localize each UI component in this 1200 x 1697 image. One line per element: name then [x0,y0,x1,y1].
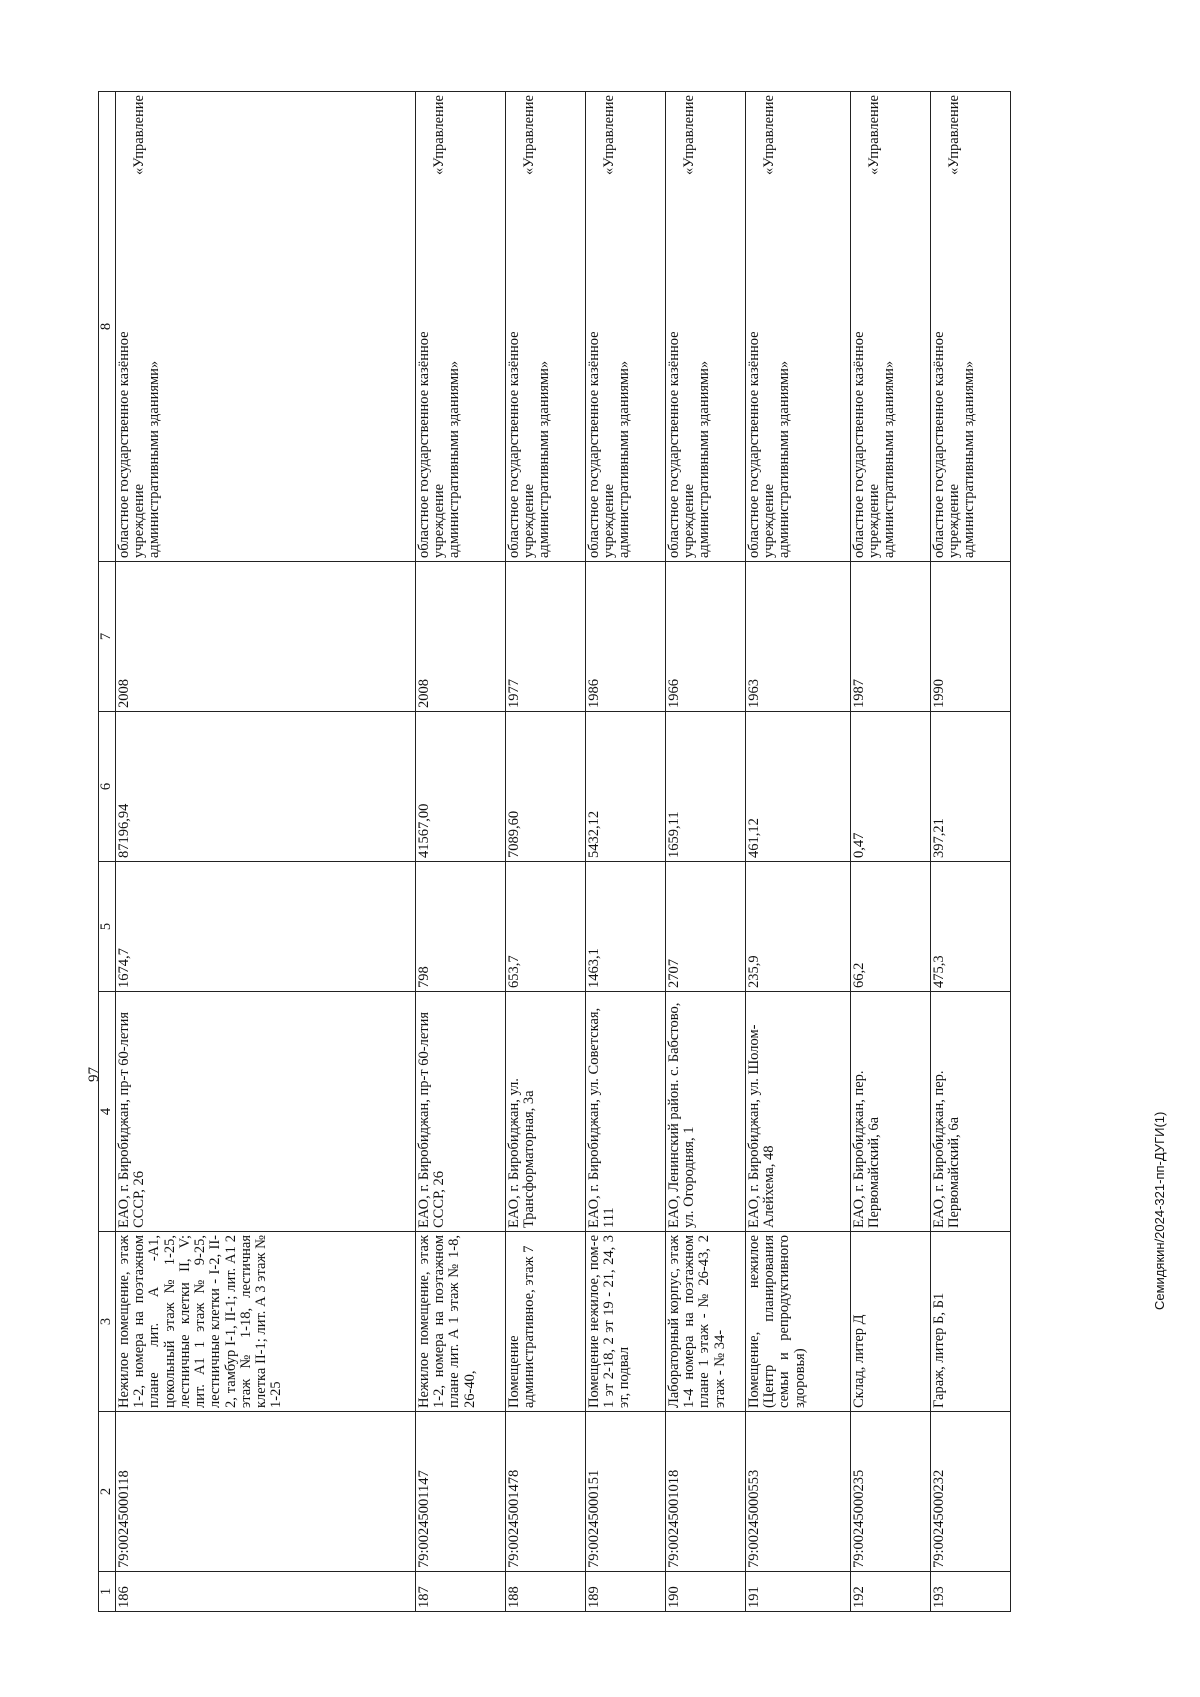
object-area: 653,7 [506,862,586,992]
column-header: 5 [99,862,116,992]
row-number: 186 [116,1572,416,1612]
cadastral-number: 79:00245000232 [931,1412,1011,1572]
org-line-1: областное государственное казённое [116,331,132,558]
org-line-1: областное государственное казённое [851,331,867,558]
footer-document-code: Семидякин/2024-321-пп-ДУГИ(1) [1152,1111,1167,1310]
org-line-3: административными зданиями» [536,360,553,558]
construction-year: 1990 [931,562,1011,712]
object-address: ЕАО, г. Биробиджан, ул. Шолом-Алейхема, 48 [746,992,851,1232]
object-address: ЕАО, г. Биробиджан, пер. Первомайский, 6а [931,992,1011,1232]
table-row [506,92,586,1612]
object-address: ЕАО, г. Биробиджан, пр-т 60-летия СССР, 26 [116,992,416,1232]
org-line-3: административными зданиями» [616,360,633,558]
table-row [666,92,746,1612]
org-line-3: административными зданиями» [696,360,713,558]
table-row [851,92,931,1612]
object-area: 1463,1 [586,862,666,992]
property-registry-table [98,91,1011,1612]
holder-organization [666,92,746,562]
table-row [416,92,506,1612]
org-line-2: учреждение «Управление [761,95,778,558]
construction-year: 2008 [416,562,506,712]
holder-organization [746,92,851,562]
object-address: ЕАО, г. Биробиджан, пер. Первомайский, 6а [851,992,931,1232]
object-area: 1674,7 [116,862,416,992]
object-value: 7089,60 [506,712,586,862]
object-value: 87196,94 [116,712,416,862]
org-line-3: административными зданиями» [961,360,978,558]
row-number: 191 [746,1572,851,1612]
org-line-3: административными зданиями» [446,360,463,558]
object-value: 1659,11 [666,712,746,862]
column-header: 6 [99,712,116,862]
org-line-2: учреждение «Управление [681,95,698,558]
org-line-1: областное государственное казённое [416,331,432,558]
holder-organization [931,92,1011,562]
object-area: 798 [416,862,506,992]
org-line-1: областное государственное казённое [666,331,682,558]
org-line-1: областное государственное казённое [746,331,762,558]
object-area: 66,2 [851,862,931,992]
org-line-1: областное государственное казённое [506,331,522,558]
org-line-3: административными зданиями» [146,360,163,558]
object-address: ЕАО, г. Биробиджан, пр-т 60-летия СССР, 26 [416,992,506,1232]
column-header: 8 [99,92,116,562]
object-name: Помещение нежилое, пом-е 1 эт 2-18, 2 эт 19 - 21, 24, 3 эт, подвал [586,1232,666,1412]
table-row [586,92,666,1612]
row-number: 190 [666,1572,746,1612]
org-line-2: учреждение «Управление [521,95,538,558]
cadastral-number: 79:00245001147 [416,1412,506,1572]
row-number: 189 [586,1572,666,1612]
row-number: 187 [416,1572,506,1612]
column-header: 4 [99,992,116,1232]
org-line-1: областное государственное казённое [586,331,602,558]
column-header: 7 [99,562,116,712]
table-row [116,92,416,1612]
cadastral-number: 79:00245000151 [586,1412,666,1572]
org-line-2: учреждение «Управление [431,95,448,558]
row-number: 193 [931,1572,1011,1612]
object-value: 5432,12 [586,712,666,862]
column-header: 2 [99,1412,116,1572]
org-line-3: административными зданиями» [776,360,793,558]
object-name: Лабораторный корпус, этаж 1-4 номера на поэтажном плане 1 этаж - № 26-43, 2 этаж - № 34- [666,1232,746,1412]
rotated-document-page [98,92,1058,1612]
holder-organization [116,92,416,562]
holder-organization [416,92,506,562]
object-name: Гараж, литер Б, Б1 [931,1232,1011,1412]
construction-year: 1963 [746,562,851,712]
construction-year: 1986 [586,562,666,712]
object-area: 235,9 [746,862,851,992]
object-address: ЕАО, Ленинский район. с. Бабстово, ул. Огородняя, 1 [666,992,746,1232]
org-line-2: учреждение «Управление [866,95,883,558]
holder-organization [506,92,586,562]
object-name: Нежилое помещение, этаж 1-2, номера на поэтажном плане лит. А -А1, цокольный этаж № 1-25, лестничные клетки II, V; лит. А1 1 этаж № 9-25, лестничные клетки - I-2, II-2, тамбур I-1, II-1; лит. А1 2 этаж № 1-18, лестичная клетка II-1; лит. А 3 этаж № 1-25 [116,1232,416,1412]
object-name: Помещение административное, этаж 7 [506,1232,586,1412]
construction-year: 2008 [116,562,416,712]
row-number: 188 [506,1572,586,1612]
object-area: 475,3 [931,862,1011,992]
org-line-2: учреждение «Управление [131,95,148,558]
cadastral-number: 79:00245000235 [851,1412,931,1572]
object-value: 0,47 [851,712,931,862]
org-line-1: областное государственное казённое [931,331,947,558]
construction-year: 1977 [506,562,586,712]
object-area: 2707 [666,862,746,992]
org-line-2: учреждение «Управление [946,95,963,558]
cadastral-number: 79:00245000553 [746,1412,851,1572]
table-row [931,92,1011,1612]
object-name: Склад, литер Д [851,1232,931,1412]
table-row [746,92,851,1612]
holder-organization [851,92,931,562]
cadastral-number: 79:00245001478 [506,1412,586,1572]
object-address: ЕАО, г. Биробиджан, ул. Советская, 111 [586,992,666,1232]
page-number: 97 [86,1067,102,1082]
object-name: Помещение, нежилое (Центр планирования семьи и репродуктивного здоровья) [746,1232,851,1412]
holder-organization [586,92,666,562]
column-header: 1 [99,1572,116,1612]
cadastral-number: 79:00245000118 [116,1412,416,1572]
object-value: 461,12 [746,712,851,862]
object-value: 397,21 [931,712,1011,862]
column-number-header-row [99,92,116,1612]
construction-year: 1987 [851,562,931,712]
column-header: 3 [99,1232,116,1412]
org-line-2: учреждение «Управление [601,95,618,558]
construction-year: 1966 [666,562,746,712]
row-number: 192 [851,1572,931,1612]
object-value: 41567,00 [416,712,506,862]
org-line-3: административными зданиями» [881,360,898,558]
cadastral-number: 79:00245001018 [666,1412,746,1572]
object-address: ЕАО, г. Биробиджан, ул. Трансформаторная, 3а [506,992,586,1232]
object-name: Нежилое помещение, этаж 1-2, номера на поэтажном плане лит. А 1 этаж № 1-8, 26-40, [416,1232,506,1412]
